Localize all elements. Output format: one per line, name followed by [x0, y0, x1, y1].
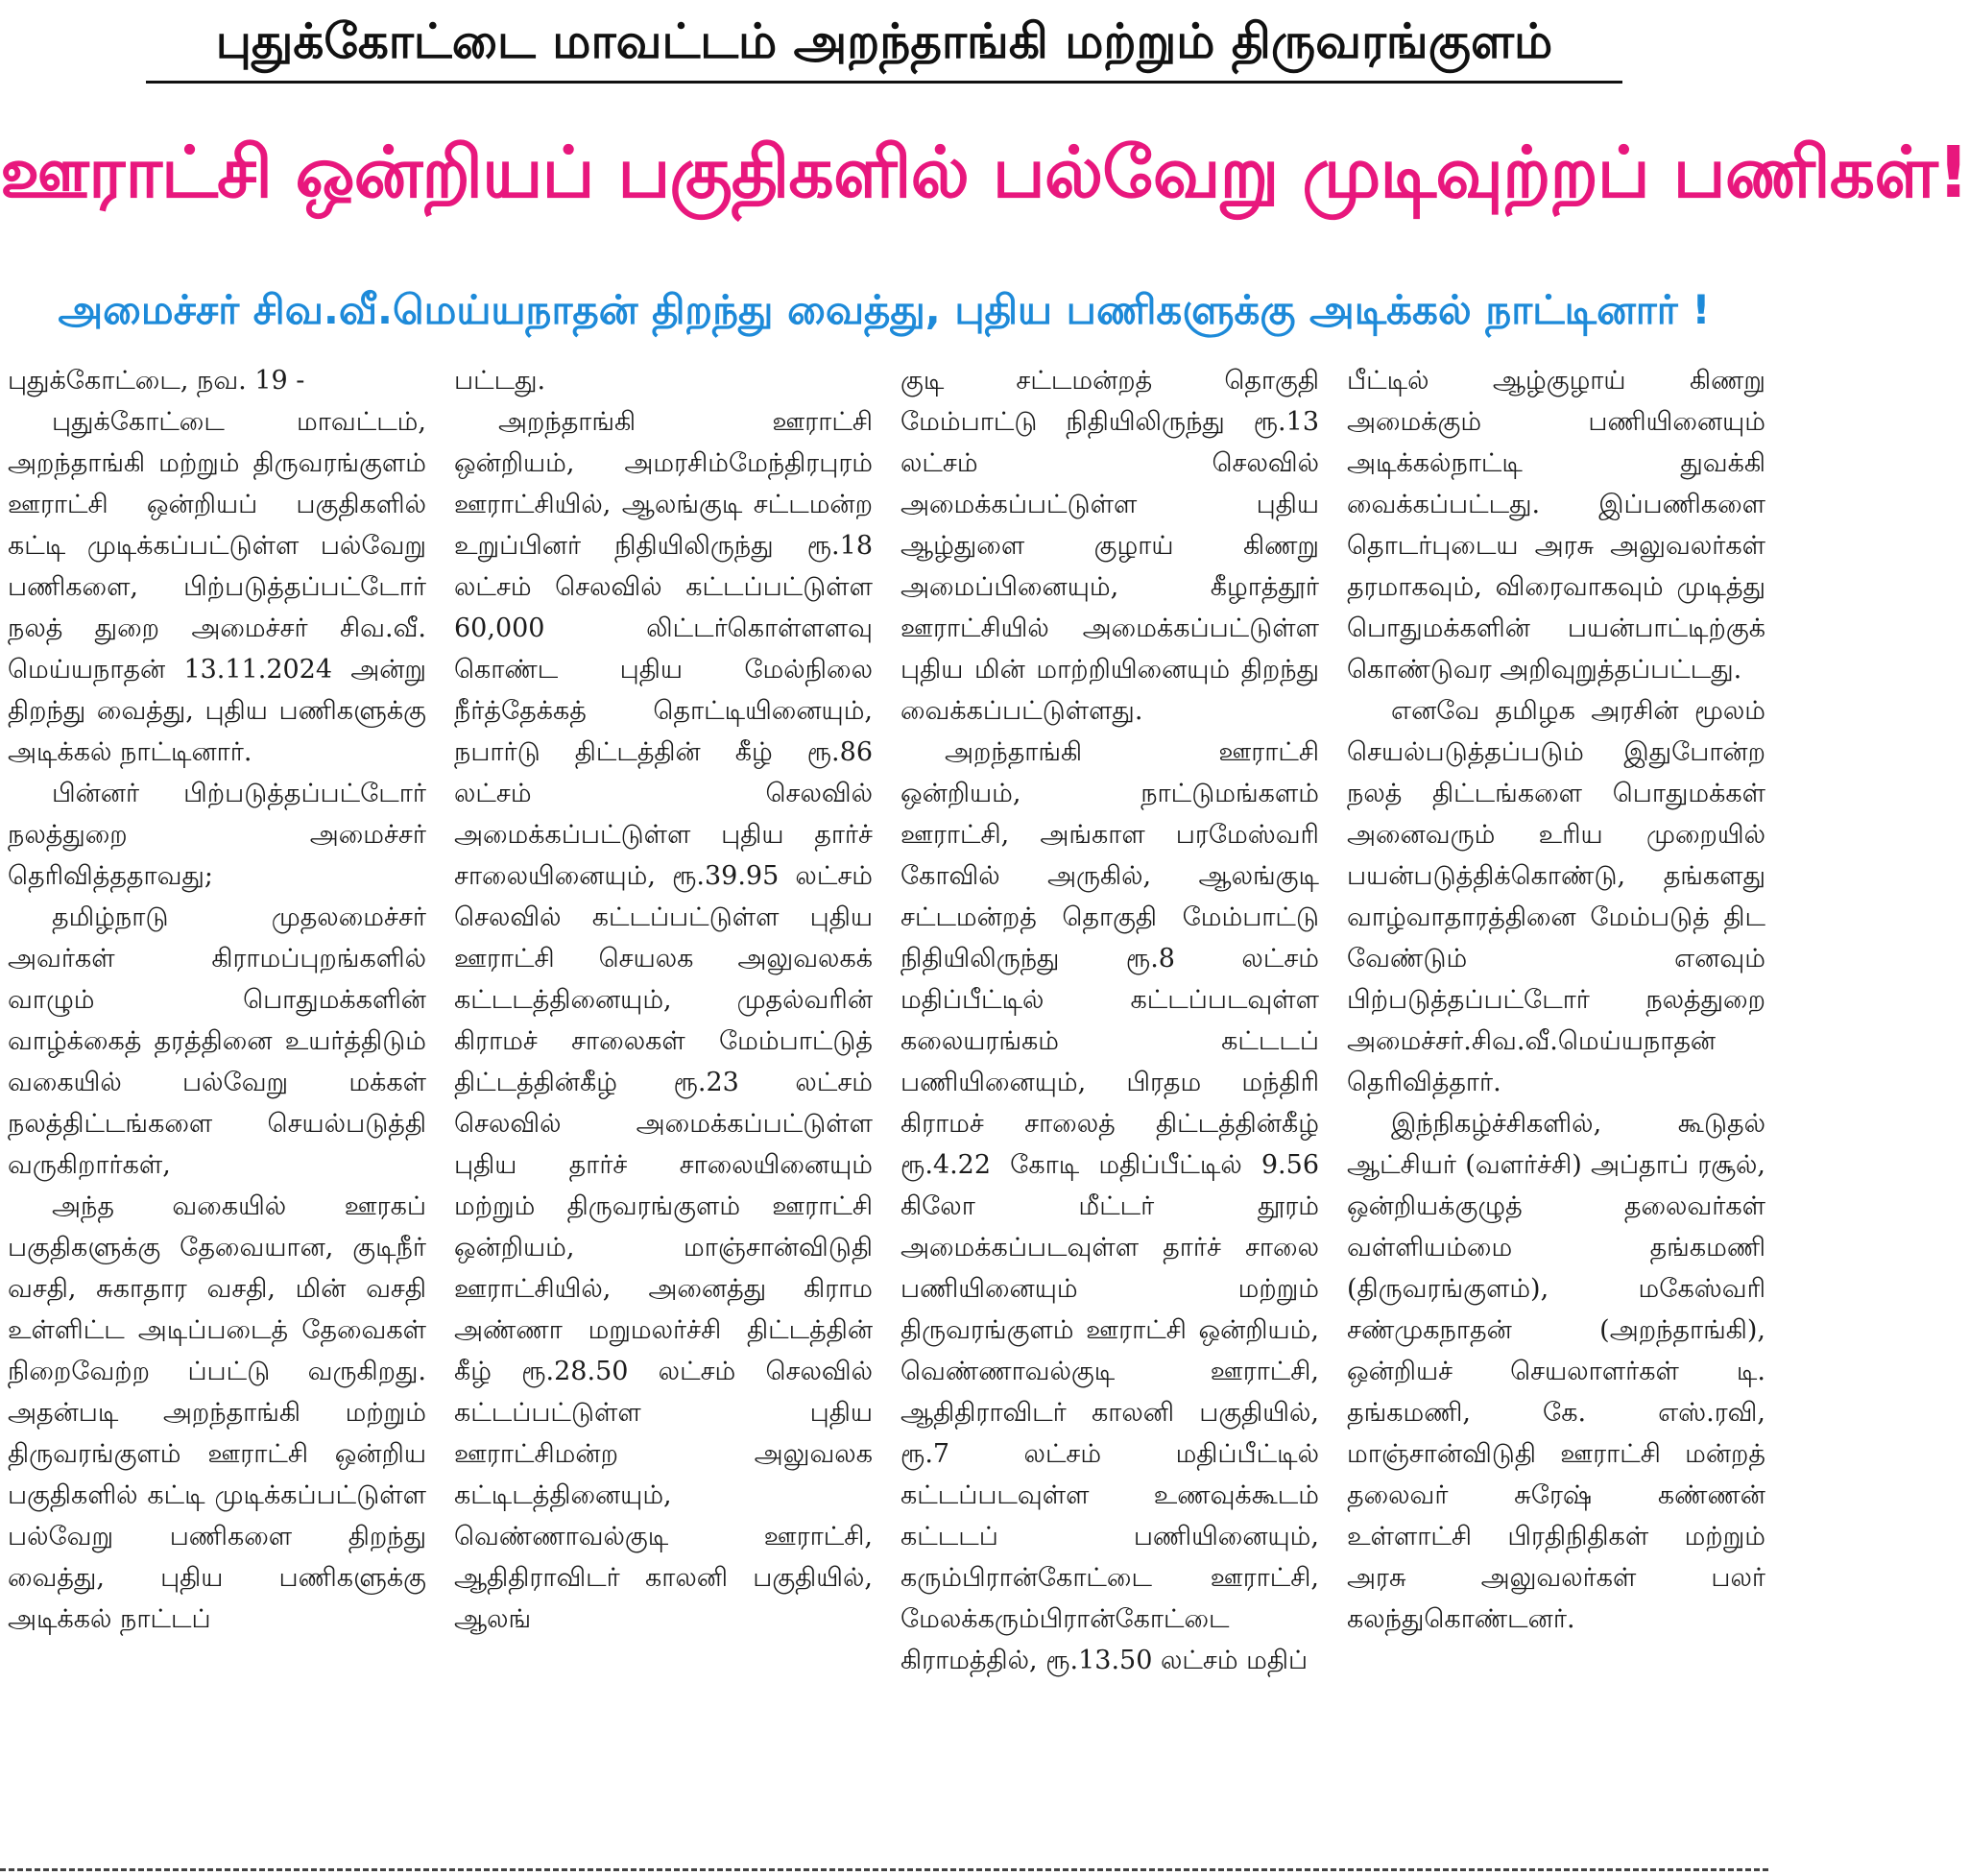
article-paragraph: இந்நிகழ்ச்சிகளில், கூடுதல் ஆட்சியர் (வளர்ச்சி) அப்தாப் ரசூல், ஒன்றியக்குழுத் தலைவர்கள் வள்ளியம்மை தங்கமணி (திருவரங்குளம்), மகேஸ்வரி சண்முகநாதன் (அறந்தாங்கி), ஒன்றியச் செயலாளர்கள் டி. தங்கமணி, கே. எஸ்.ரவி, மாஞ்சான்விடுதி ஊராட்சி மன்றத் தலைவர் சுரேஷ் கண்ணன் உள்ளாட்சி பிரதிநிதிகள் மற்றும் அரசு அலுவலர்கள் பலர் கலந்துகொண்டனர். [1347, 1109, 1765, 1634]
sub-headline: அமைச்சர் சிவ.வீ.மெய்யநாதன் திறந்து வைத்து, புதிய பணிகளுக்கு அடிக்கல் நாட்டினார் ! [58, 286, 1711, 333]
dateline: புதுக்கோட்டை, நவ. 19 - [8, 366, 305, 396]
article-column-2 [454, 360, 873, 1858]
article-column-1 [8, 360, 426, 1858]
article-column-4 [1347, 360, 1765, 1858]
article-paragraph: புதுக்கோட்டை மாவட்டம், அறந்தாங்கி மற்றும் திருவரங்குளம் ஊராட்சி ஒன்றியப் பகுதிகளில் கட்டி முடிக்கப்பட்டுள்ள பல்வேறு பணிகளை, பிற்படுத்தப்பட்டோர் நலத் துறை அமைச்சர் சிவ.வீ. மெய்யநாதன் 13.11.2024 அன்று திறந்து வைத்து, புதிய பணிகளுக்கு அடிக்கல் நாட்டினார். [8, 407, 426, 767]
article-body [8, 360, 1765, 1858]
kicker-underline [146, 81, 1622, 84]
article-paragraph: பட்டது. [454, 366, 546, 396]
article-paragraph: பீட்டில் ஆழ்குழாய் கிணறு அமைக்கும் பணியினையும் அடிக்கல்நாட்டி துவக்கி வைக்கப்பட்டது. இப்பணிகளை தொடர்புடைய அரசு அலுவலர்கள் தரமாகவும், விரைவாகவும் முடித்து பொதுமக்களின் பயன்பாட்டிற்குக் கொண்டுவர அறிவுறுத்தப்பட்டது. [1347, 366, 1765, 685]
bottom-dashed-rule [0, 1868, 1768, 1871]
kicker-headline: புதுக்கோட்டை மாவட்டம் அறந்தாங்கி மற்றும் திருவரங்குளம் [215, 13, 1553, 69]
article-paragraph: தமிழ்நாடு முதலமைச்சர் அவர்கள் கிராமப்புறங்களில் வாழும் பொதுமக்களின் வாழ்க்கைத் தரத்தினை உயர்த்திடும் வகையில் பல்வேறு மக்கள் நலத்திட்டங்களை செயல்படுத்தி வருகிறார்கள், [8, 902, 426, 1180]
main-headline: ஊராட்சி ஒன்றியப் பகுதிகளில் பல்வேறு முடிவுற்றப் பணிகள்! [0, 132, 1969, 214]
article-paragraph: அறந்தாங்கி ஊராட்சி ஒன்றியம், நாட்டுமங்களம் ஊராட்சி, அங்காள பரமேஸ்வரி கோவில் அருகில், ஆலங்குடி சட்டமன்றத் தொகுதி மேம்பாட்டு நிதியிலிருந்து ரூ.8 லட்சம் மதிப்பீட்டில் கட்டப்படவுள்ள கலையரங்கம் கட்டடப் பணியினையும், பிரதம மந்திரி கிராமச் சாலைத் திட்டத்தின்கீழ் ரூ.4.22 கோடி மதிப்பீட்டில் 9.56 கிலோ மீட்டர் தூரம் அமைக்கப்படவுள்ள தார்ச் சாலை பணியினையும் மற்றும் திருவரங்குளம் ஊராட்சி ஒன்றியம், வெண்ணாவல்குடி ஊராட்சி, ஆதிதிராவிடர் காலனி பகுதியில், ரூ.7 லட்சம் மதிப்பீட்டில் கட்டப்படவுள்ள உணவுக்கூடம் கட்டடப் பணியினையும், கரும்பிரான்கோட்டை ஊராட்சி, மேலக்கரும்பிரான்கோட்டை கிராமத்தில், ரூ.13.50 லட்சம் மதிப் [900, 737, 1319, 1675]
article-paragraph: குடி சட்டமன்றத் தொகுதி மேம்பாட்டு நிதியிலிருந்து ரூ.13 லட்சம் செலவில் அமைக்கப்பட்டுள்ள புதிய ஆழ்துளை குழாய் கிணறு அமைப்பினையும், கீழாத்தூர் ஊராட்சியில் அமைக்கப்பட்டுள்ள புதிய மின் மாற்றியினையும் திறந்து வைக்கப்பட்டுள்ளது. [900, 366, 1319, 726]
article-paragraph: அந்த வகையில் ஊரகப் பகுதிகளுக்கு தேவையான, குடிநீர் வசதி, சுகாதார வசதி, மின் வசதி உள்ளிட்ட அடிப்படைத் தேவைகள் நிறைவேற்ற ப்பட்டு வருகிறது. அதன்படி அறந்தாங்கி மற்றும் திருவரங்குளம் ஊராட்சி ஒன்றிய பகுதிகளில் கட்டி முடிக்கப்பட்டுள்ள பல்வேறு பணிகளை திறந்து வைத்து, புதிய பணிகளுக்கு அடிக்கல் நாட்டப் [8, 1191, 426, 1634]
article-paragraph: அறந்தாங்கி ஊராட்சி ஒன்றியம், அமரசிம்மேந்திரபுரம் ஊராட்சியில், ஆலங்குடி சட்டமன்ற உறுப்பினர் நிதியிலிருந்து ரூ.18 லட்சம் செலவில் கட்டப்பட்டுள்ள 60,000 லிட்டர்கொள்ளளவு கொண்ட புதிய மேல்நிலை நீர்த்தேக்கத் தொட்டியினையும், நபார்டு திட்டத்தின் கீழ் ரூ.86 லட்சம் செலவில் அமைக்கப்பட்டுள்ள புதிய தார்ச் சாலையினையும், ரூ.39.95 லட்சம் செலவில் கட்டப்பட்டுள்ள புதிய ஊராட்சி செயலக அலுவலகக் கட்டடத்தினையும், முதல்வரின் கிராமச் சாலைகள் மேம்பாட்டுத் திட்டத்தின்கீழ் ரூ.23 லட்சம் செலவில் அமைக்கப்பட்டுள்ள புதிய தார்ச் சாலையினையும் மற்றும் திருவரங்குளம் ஊராட்சி ஒன்றியம், மாஞ்சான்விடுதி ஊராட்சியில், அனைத்து கிராம அண்ணா மறுமலர்ச்சி திட்டத்தின் கீழ் ரூ.28.50 லட்சம் செலவில் கட்டப்பட்டுள்ள புதிய ஊராட்சிமன்ற அலுவலக கட்டிடத்தினையும், வெண்ணாவல்குடி ஊராட்சி, ஆதிதிராவிடர் காலனி பகுதியில், ஆலங் [454, 407, 873, 1634]
article-paragraph: எனவே தமிழக அரசின் மூலம் செயல்படுத்தப்படும் இதுபோன்ற நலத் திட்டங்களை பொதுமக்கள் அனைவரும் உரிய முறையில் பயன்படுத்திக்கொண்டு, தங்களது வாழ்வாதாரத்தினை மேம்படுத் திட வேண்டும் எனவும் பிற்படுத்தப்பட்டோர் நலத்துறை அமைச்சர்.சிவ.வீ.மெய்யநாதன் தெரிவித்தார். [1347, 696, 1765, 1097]
article-column-3 [900, 360, 1319, 1858]
article-paragraph: பின்னர் பிற்படுத்தப்பட்டோர் நலத்துறை அமைச்சர் தெரிவித்ததாவது; [8, 779, 426, 891]
